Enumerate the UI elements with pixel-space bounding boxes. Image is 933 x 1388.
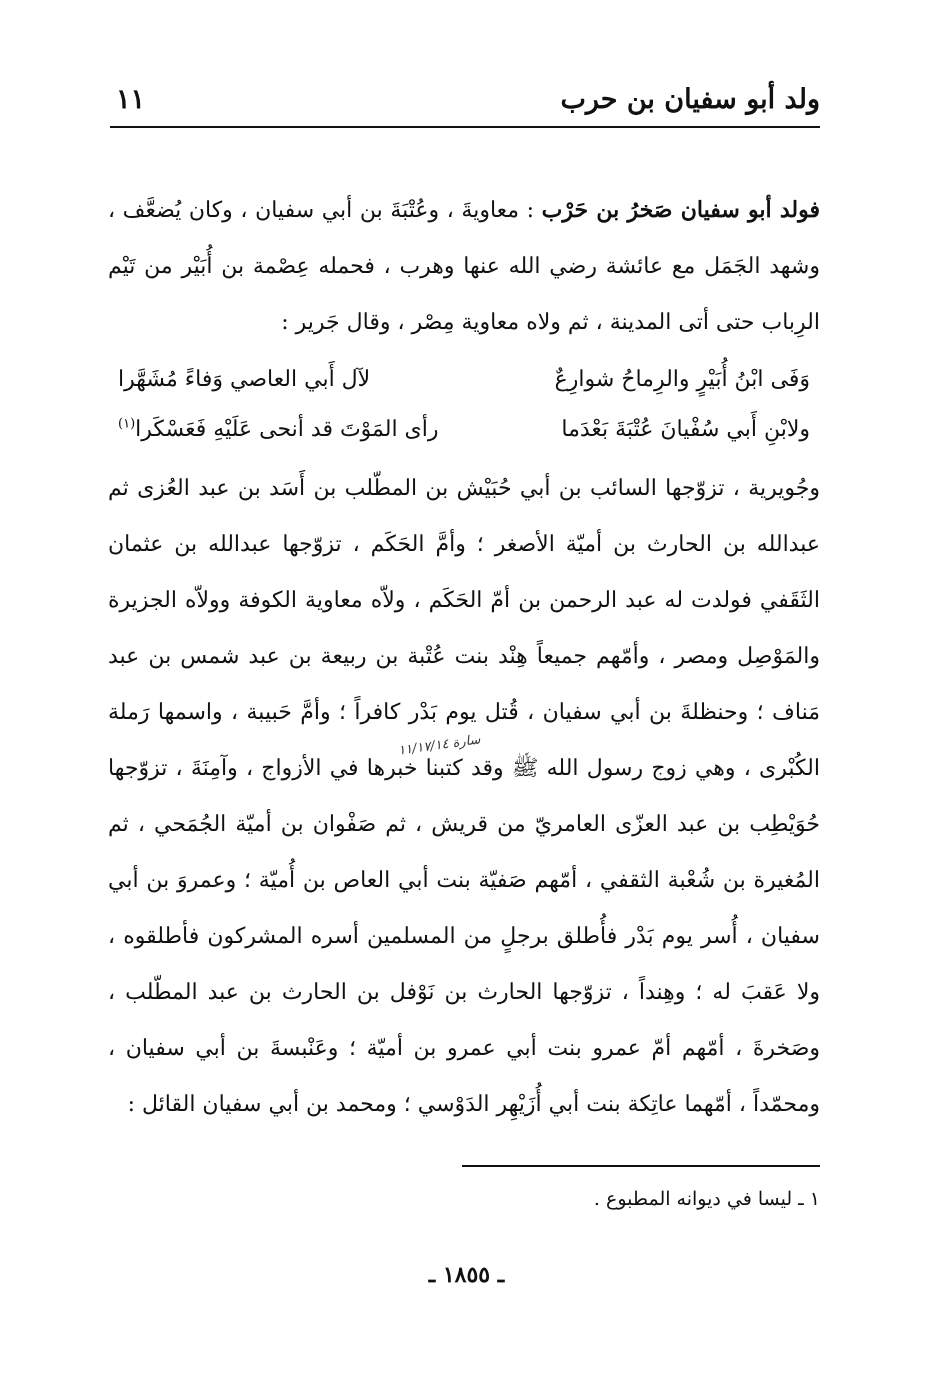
verse-1-first-hemistich: وَفَى ابْنُ أُبَيْرٍ والرِماحُ شوارِعٌ bbox=[554, 367, 810, 392]
verse-2 bbox=[108, 405, 820, 455]
verse-2-first-hemistich: ولابْنِ أَبي سُفْيانَ عُتْبَةَ بَعْدَما bbox=[561, 417, 810, 442]
paragraph-2: وجُويرية ، تزوّجها السائب بن أبي حُبَيْش بن المطّلب بن أَسَد بن عبد العُزى ثم عبدالله بن الحارث بن أميّة الأصغر ؛ وأمَّ الحَكَم ، تزوّجها عبدالله بن عثمان الثَقَفي فولدت له عبد الرحمن بن أمّ الحَكَم ، ولاّه معاوية الكوفة وولاّه الجزيرة والمَوْصِل ومصر ، وأمّهم جميعاً هِنْد بنت عُتْبة بن ربيعة بن عبد شمس بن عبد مَناف ؛ وحنظلةَ بن أبي سفيان ، قُتل يوم بَدْر كافراً ؛ وأمَّ حَبيبة ، واسمها رَملة الكُبْرى ، وهي زوج رسول الله ﷺ وقد كتبنا خبرها في الأزواج ، وآمِنَةَ ، تزوّجها حُوَيْطِب بن عبد العزّى العامريّ من قريش ، ثم صَفْوان بن أميّة الجُمَحي ، ثم المُغيرة بن شُعْبة الثقفي ، أمّهم صَفيّة بنت أبي العاص بن أُميّة ؛ وعمروَ بن أبي سفيان ، أُسر يوم بَدْر فأُطلق برجلٍ من المسلمين أسره المشركون فأطلقوه ، ولا عَقبَ له ؛ وهِنداً ، تزوّجها الحارث بن نَوْفل بن الحارث بن عبد المطّلب ، وصَخرةَ ، أمّهم أمّ عمرو بنت أبي عمرو بن أميّة ؛ وعَنْبسةَ بن أبي سفيان ، ومحمّداً ، أمّهما عاتِكة بنت أبي أُزَيْهِر الدَوْسي ؛ ومحمد بن أبي سفيان القائل : bbox=[108, 476, 821, 1117]
verse-2-second-hemistich bbox=[118, 405, 439, 455]
paragraph-1-text: : معاويةَ ، وعُتْبَةَ بن أبي سفيان ، وكان يُضعَّف ، وشهد الجَمَل مع عائشة رضي الله عنها وهرب ، فحمله عِصْمة بن أُبَيْر من تَيْم الرِباب حتى أتى المدينة ، ثم ولاه معاوية مِصْر ، وقال جَرير : bbox=[108, 198, 820, 335]
paragraph-1 bbox=[108, 182, 820, 351]
running-title: ولد أبو سفيان بن حرب bbox=[560, 84, 820, 115]
footnote-divider bbox=[462, 1165, 820, 1167]
verse-2-second-text: رأى المَوْتَ قد أنحى عَلَيْهِ فَعَسْكَرا bbox=[135, 417, 439, 442]
handwritten-annotation: سارة ١١/١٧/١٤ bbox=[397, 732, 482, 759]
main-text bbox=[108, 182, 820, 1133]
footnote: ١ ـ ليسا في ديوانه المطبوع . bbox=[593, 1188, 820, 1210]
footnote-marker: (١) bbox=[118, 416, 136, 432]
folio-number: ـ ١٨٥٥ ـ bbox=[428, 1262, 505, 1288]
lead-phrase: فولد أبو سفيان صَخرُ بن حَرْب bbox=[541, 197, 820, 223]
running-header bbox=[110, 78, 820, 128]
verse-1-second-hemistich: لآل أَبي العاصي وَفاءً مُشَهَّرا bbox=[118, 367, 371, 392]
poem bbox=[108, 355, 820, 455]
page-number: ١١ bbox=[116, 84, 146, 115]
verse-1 bbox=[108, 355, 820, 405]
